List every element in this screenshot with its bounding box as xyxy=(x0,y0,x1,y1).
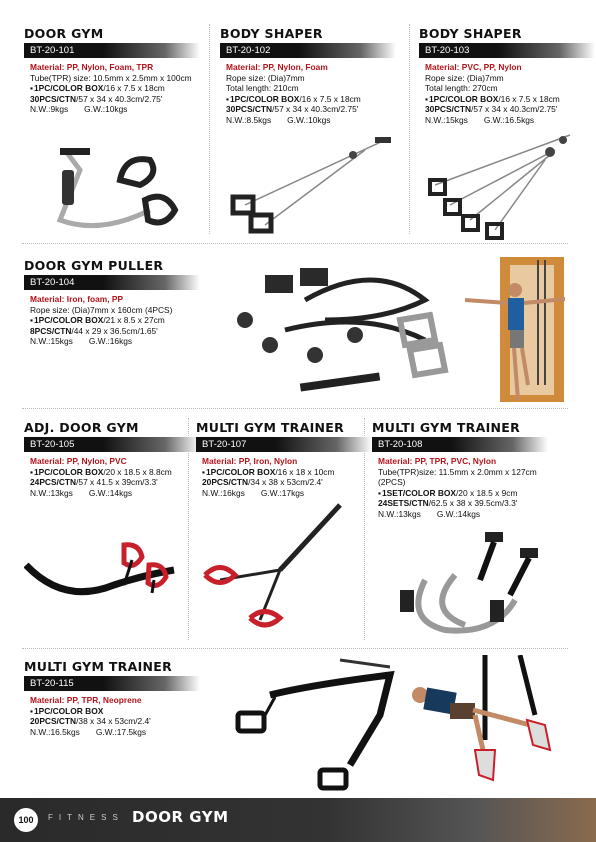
box-value: /20 x 18.5 x 8.8cm xyxy=(103,466,172,477)
box-label: 1PC/COLOR BOX xyxy=(205,466,276,477)
row-divider xyxy=(22,408,568,409)
multi-gym-trainer-photo xyxy=(405,655,570,800)
material: Material: PP, TPR, Neoprene xyxy=(30,695,142,705)
box-label: 1SET/COLOR BOX xyxy=(381,487,456,498)
ctn-spec xyxy=(378,498,582,509)
product-card xyxy=(24,659,224,737)
section-label: FITNESS xyxy=(48,813,124,822)
gross-weight: G.W.:14kgs xyxy=(436,508,481,519)
body-shaper-image xyxy=(425,130,585,240)
adj-door-gym-image xyxy=(24,535,184,610)
product-card xyxy=(24,26,204,115)
gross-weight: G.W.:16kgs xyxy=(88,336,133,347)
gross-weight: G.W.:16.5kgs xyxy=(483,114,535,125)
gross-weight: G.W.:14kgs xyxy=(88,487,133,498)
spec-line: Rope size: (Dia)7mm x 160cm (4PCS) xyxy=(30,304,173,315)
ctn-spec xyxy=(202,477,362,488)
ctn-value: /57 x 34 x 40.3cm/2.75' xyxy=(471,104,558,115)
product-specs xyxy=(372,456,582,520)
box-spec xyxy=(226,94,405,105)
material: Material: PP, Iron, Nylon xyxy=(202,456,298,466)
product-card xyxy=(419,26,589,126)
ctn-value: /57 x 41.5 x 39cm/3.3' xyxy=(76,477,158,488)
net-weight: N.W.:13kgs xyxy=(378,508,421,519)
ctn-spec xyxy=(30,716,224,727)
page-footer xyxy=(0,798,596,842)
box-label: 1PC/COLOR BOX xyxy=(33,705,104,716)
product-title: MULTI GYM TRAINER xyxy=(196,420,345,435)
product-card xyxy=(220,26,405,126)
ctn-value: /57 x 34 x 40.3cm/2.75' xyxy=(76,93,163,104)
ctn-label: 20PCS/CTN xyxy=(30,716,77,727)
weights xyxy=(30,488,189,499)
net-weight: N.W.:13kgs xyxy=(30,487,73,498)
ctn-value: /34 x 38 x 53cm/2.4' xyxy=(248,477,323,488)
ctn-spec xyxy=(226,104,405,115)
ctn-spec xyxy=(30,326,224,337)
product-title: ADJ. DOOR GYM xyxy=(24,420,139,435)
gross-weight: G.W.:10kgs xyxy=(287,114,331,125)
box-label: 1PC/COLOR BOX xyxy=(428,93,499,104)
net-weight: N.W.:9kgs xyxy=(30,104,69,115)
product-title: MULTI GYM TRAINER xyxy=(372,420,521,435)
ctn-value: /38 x 34 x 53cm/2.4' xyxy=(76,716,151,727)
door-gym-puller-image xyxy=(225,260,455,395)
weights xyxy=(425,115,589,126)
box-value: /16 x 7.5 x 18cm xyxy=(299,93,361,104)
ctn-label: 24PCS/CTN xyxy=(30,477,77,488)
product-specs xyxy=(419,62,589,126)
product-title: DOOR GYM xyxy=(24,26,104,41)
ctn-label: 30PCS/CTN xyxy=(226,104,273,115)
spec-line: Tube(TPR)size: 11.5mm x 2.0mm x 127cm xyxy=(378,466,537,477)
product-card xyxy=(24,420,189,498)
box-label: 1PC/COLOR BOX xyxy=(33,466,104,477)
product-card xyxy=(24,258,224,347)
multi-gym-trainer-image xyxy=(200,500,360,640)
spec-line: Total length: 270cm xyxy=(425,83,498,94)
box-value: /16 x 7.5 x 18cm xyxy=(498,93,560,104)
spec-line: (2PCS) xyxy=(378,477,406,488)
product-code: BT-20-102 xyxy=(220,43,396,58)
ctn-value: /57 x 34 x 40.3cm/2.75' xyxy=(272,104,359,115)
ctn-value: /62.5 x 38 x 39.5cm/3.3' xyxy=(428,498,518,509)
product-specs xyxy=(220,62,405,126)
box-label: 1PC/COLOR BOX xyxy=(229,93,300,104)
box-spec xyxy=(378,488,582,499)
product-specs xyxy=(24,294,224,347)
product-title: MULTI GYM TRAINER xyxy=(24,659,173,674)
product-specs xyxy=(196,456,362,498)
product-title: BODY SHAPER xyxy=(419,26,522,41)
product-title: BODY SHAPER xyxy=(220,26,323,41)
ctn-spec xyxy=(30,477,189,488)
material: Material: PP, TPR, PVC, Nylon xyxy=(378,456,497,466)
product-code: BT-20-107 xyxy=(196,437,372,452)
product-code: BT-20-108 xyxy=(372,437,548,452)
gross-weight: G.W.:17kgs xyxy=(260,487,305,498)
category-title: DOOR GYM xyxy=(132,808,229,826)
row-divider xyxy=(22,243,568,244)
weights xyxy=(378,509,582,520)
door-gym-image xyxy=(40,140,200,235)
box-spec xyxy=(425,94,589,105)
material: Material: PP, Nylon, Foam, TPR xyxy=(30,62,154,72)
box-value: /21 x 8.5 x 27cm xyxy=(103,315,165,326)
ctn-spec xyxy=(30,94,204,105)
box-label: 1PC/COLOR BOX xyxy=(33,315,104,326)
product-specs xyxy=(24,456,189,498)
product-code: BT-20-105 xyxy=(24,437,200,452)
product-card xyxy=(372,420,582,520)
box-value: /16 x 18 x 10cm xyxy=(275,466,335,477)
spec-line: Total length: 210cm xyxy=(226,83,299,94)
material: Material: PVC, PP, Nylon xyxy=(425,62,522,72)
product-card xyxy=(196,420,362,498)
ctn-label: 30PCS/CTN xyxy=(30,93,77,104)
weights xyxy=(226,115,405,126)
gross-weight: G.W.:10kgs xyxy=(84,104,128,115)
box-value: /20 x 18.5 x 9cm xyxy=(455,487,518,498)
spec-line: Rope size: (Dia)7mm xyxy=(226,72,305,83)
product-code: BT-20-101 xyxy=(24,43,200,58)
column-divider xyxy=(209,24,210,234)
column-divider xyxy=(409,24,410,234)
gross-weight: G.W.:17.5kgs xyxy=(95,726,147,737)
page-number: 100 xyxy=(14,808,38,832)
product-code: BT-20-104 xyxy=(24,275,200,290)
spec-line: Tube(TPR) size: 10.5mm x 2.5mm x 100cm xyxy=(30,72,192,83)
product-specs xyxy=(24,62,204,115)
ctn-spec xyxy=(425,104,589,115)
material: Material: Iron, foam, PP xyxy=(30,294,124,304)
ctn-value: /44 x 29 x 36.5cm/1.65' xyxy=(71,325,158,336)
box-spec xyxy=(202,467,362,478)
weights xyxy=(30,727,224,738)
product-code: BT-20-103 xyxy=(419,43,595,58)
door-gym-puller-photo xyxy=(460,255,568,405)
ctn-label: 20PCS/CTN xyxy=(202,477,249,488)
box-spec xyxy=(30,706,224,717)
net-weight: N.W.:15kgs xyxy=(30,336,73,347)
body-shaper-image xyxy=(225,135,395,235)
net-weight: N.W.:16.5kgs xyxy=(30,726,80,737)
box-value: /16 x 7.5 x 18cm xyxy=(103,83,165,94)
spec-line: Rope size: (Dia)7mm xyxy=(425,72,504,83)
net-weight: N.W.:15kgs xyxy=(425,114,468,125)
weights xyxy=(202,488,362,499)
box-spec xyxy=(30,83,204,94)
box-spec xyxy=(30,467,189,478)
box-spec xyxy=(30,315,224,326)
product-specs xyxy=(24,695,224,737)
weights xyxy=(30,336,224,347)
multi-gym-trainer-image xyxy=(395,530,555,640)
ctn-label: 30PCS/CTN xyxy=(425,104,472,115)
box-label: 1PC/COLOR BOX xyxy=(33,83,104,94)
row-divider xyxy=(22,648,568,649)
product-code: BT-20-115 xyxy=(24,676,200,691)
ctn-label: 8PCS/CTN xyxy=(30,325,72,336)
multi-gym-trainer-image xyxy=(230,655,395,800)
net-weight: N.W.:8.5kgs xyxy=(226,114,272,125)
material: Material: PP, Nylon, Foam xyxy=(226,62,328,72)
ctn-label: 24SETS/CTN xyxy=(378,498,429,509)
product-title: DOOR GYM PULLER xyxy=(24,258,164,273)
net-weight: N.W.:16kgs xyxy=(202,487,245,498)
material: Material: PP, Nylon, PVC xyxy=(30,456,127,466)
weights xyxy=(30,104,204,115)
